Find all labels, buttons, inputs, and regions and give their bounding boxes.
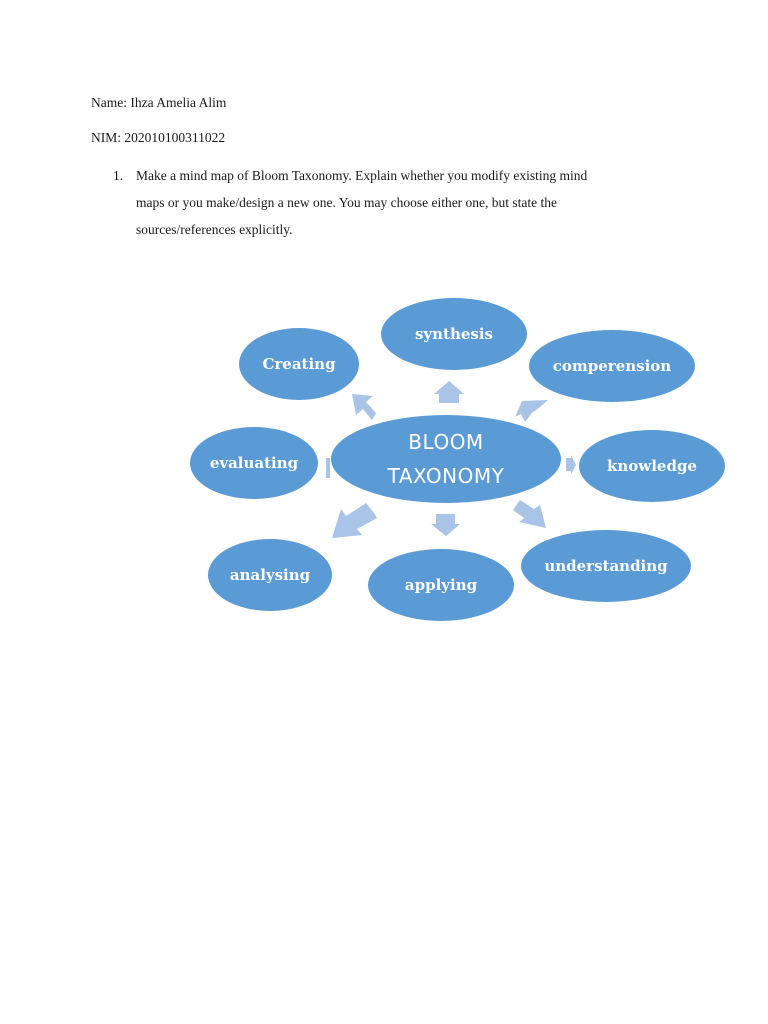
node-synthesis-label: synthesis — [414, 325, 494, 343]
node-applying-label: applying — [404, 576, 478, 594]
node-analysing — [208, 539, 332, 611]
node-analysing-label: analysing — [229, 566, 311, 584]
nim-value: 202010100311022 — [124, 130, 226, 145]
question-text-line-2: maps or you make/design a new one. You may choose either one, but state the — [136, 195, 558, 210]
node-synthesis — [381, 298, 527, 370]
node-creating — [239, 328, 359, 400]
question-text-line-3: sources/references explicitly. — [136, 222, 293, 237]
node-comperension — [529, 330, 695, 402]
arrow-to-evaluating — [326, 458, 330, 478]
question-number: 1. — [113, 168, 124, 183]
arrow-to-understanding — [513, 500, 546, 528]
name-value: Ihza Amelia Alim — [130, 95, 227, 110]
node-knowledge-label: knowledge — [607, 457, 697, 475]
center-node — [331, 415, 561, 503]
node-understanding-label: understanding — [544, 557, 668, 575]
arrow-to-analysing — [332, 503, 377, 538]
node-evaluating — [190, 427, 318, 499]
node-evaluating-label: evaluating — [209, 454, 299, 472]
node-comperension-label: comperension — [552, 357, 672, 375]
node-understanding — [521, 530, 691, 602]
center-node-line-1: BLOOM — [408, 430, 484, 454]
question-text-line-1: Make a mind map of Bloom Taxonomy. Explain whether you modify existing mind — [136, 168, 588, 183]
arrow-to-synthesis — [434, 381, 464, 403]
node-knowledge — [579, 430, 725, 502]
node-creating-label: Creating — [262, 355, 336, 373]
arrow-to-applying — [431, 514, 460, 536]
arrow-to-creating — [352, 394, 376, 420]
arrow-to-knowledge — [566, 455, 576, 474]
node-applying — [368, 549, 514, 621]
nim-label: NIM: — [91, 130, 121, 145]
center-node-line-2: TAXONOMY — [387, 464, 505, 488]
arrow-to-comperension — [515, 400, 548, 422]
name-label: Name: — [91, 95, 127, 110]
